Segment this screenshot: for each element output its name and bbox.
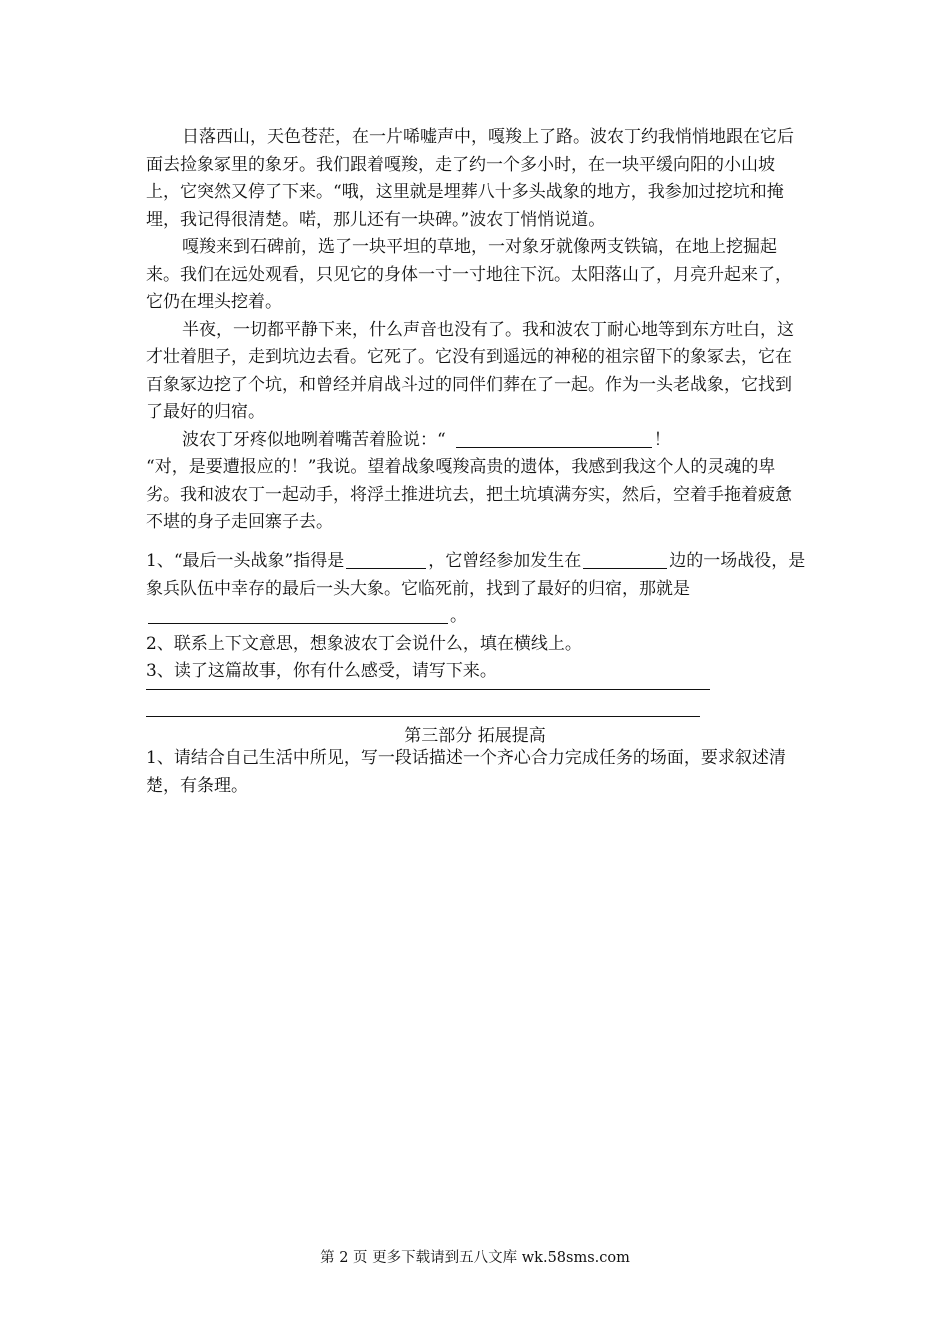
- question-2: 2、联系上下文意思，想象波农丁会说什么，填在横线上。: [146, 633, 582, 654]
- section-3-title: 第三部分 拓展提高: [404, 726, 546, 746]
- question-1-part-d: 。: [450, 606, 467, 626]
- answer-line-2[interactable]: [146, 716, 700, 717]
- story-paragraph-2: 嘎羧来到石碑前，选了一块平坦的草地，一对象牙就像两支铁镐，在地上挖掘起来。我们在远处观看，只见它的身体一寸一寸地往下沉。太阳落山了，月亮升起来了，它仍在埋头挖着。: [146, 237, 792, 312]
- question-1-part-a: 1、“最后一头战象”指得是: [146, 551, 345, 571]
- story-paragraph-1: 日落西山，天色苍茫，在一片唏嘘声中，嘎羧上了路。波农丁约我悄悄地跟在它后面去捡象冢里的象牙。我们跟着嘎羧，走了约一个多小时，在一块平缓向阳的小山坡上，它突然又停了下来。“哦，这里就是埋葬八十多头战象的地方，我参加过挖坑和掩埋，我记得很清楚。喏，那儿还有一块碑。”波农丁悄悄说道。: [146, 127, 794, 230]
- question-3: 3、读了这篇故事，你有什么感受，请写下来。: [146, 661, 497, 681]
- story-paragraph-4-end: ！: [653, 429, 671, 450]
- quote-answer-blank[interactable]: [456, 429, 652, 448]
- story-paragraph-5: “对，是要遭报应的！”我说。望着战象嘎羧高贵的遗体，我感到我这个人的灵魂的卑劣。我和波农丁一起动手，将浮土推进坑去，把土坑填满夯实，然后，空着手拖着疲惫不堪的身子走回寨子去。: [146, 457, 792, 532]
- section-3-task: 1、请结合自己生活中所见，写一段话描述一个齐心合力完成任务的场面，要求叙述清楚，有条理。: [146, 748, 786, 796]
- story-paragraph-4: [146, 427, 806, 455]
- question-1-part-c: 边的一场战役，是象兵队伍中幸存的最后一头大象。它临死前，找到了最好的归宿，那就是: [146, 551, 806, 599]
- answer-line-1[interactable]: [146, 689, 710, 690]
- questions-block: [146, 548, 806, 686]
- q1-answer-blank-3[interactable]: [148, 605, 448, 624]
- story-paragraph-3: 半夜，一切都平静下来，什么声音也没有了。我和波农丁耐心地等到东方吐白，这才壮着胆子，走到坑边去看。它死了。它没有到遥远的神秘的祖宗留下的象冢去，它在百象冢边挖了个坑，和曾经并肩战斗过的同伴们葬在了一起。作为一头老战象，它找到了最好的归宿。: [146, 319, 794, 422]
- q1-answer-blank-2[interactable]: [583, 550, 667, 569]
- page-footer: 第 2 页 更多下载请到五八文库 wk.58sms.com: [320, 1250, 630, 1266]
- story-passage: [146, 124, 806, 537]
- question-1: [146, 548, 806, 631]
- story-paragraph-4-text: 波农丁牙疼似地咧着嘴苦着脸说：“: [182, 429, 446, 450]
- q1-answer-blank-1[interactable]: [346, 550, 426, 569]
- question-1-part-b: ，它曾经参加发生在: [428, 551, 582, 571]
- section-3-block: [146, 745, 806, 800]
